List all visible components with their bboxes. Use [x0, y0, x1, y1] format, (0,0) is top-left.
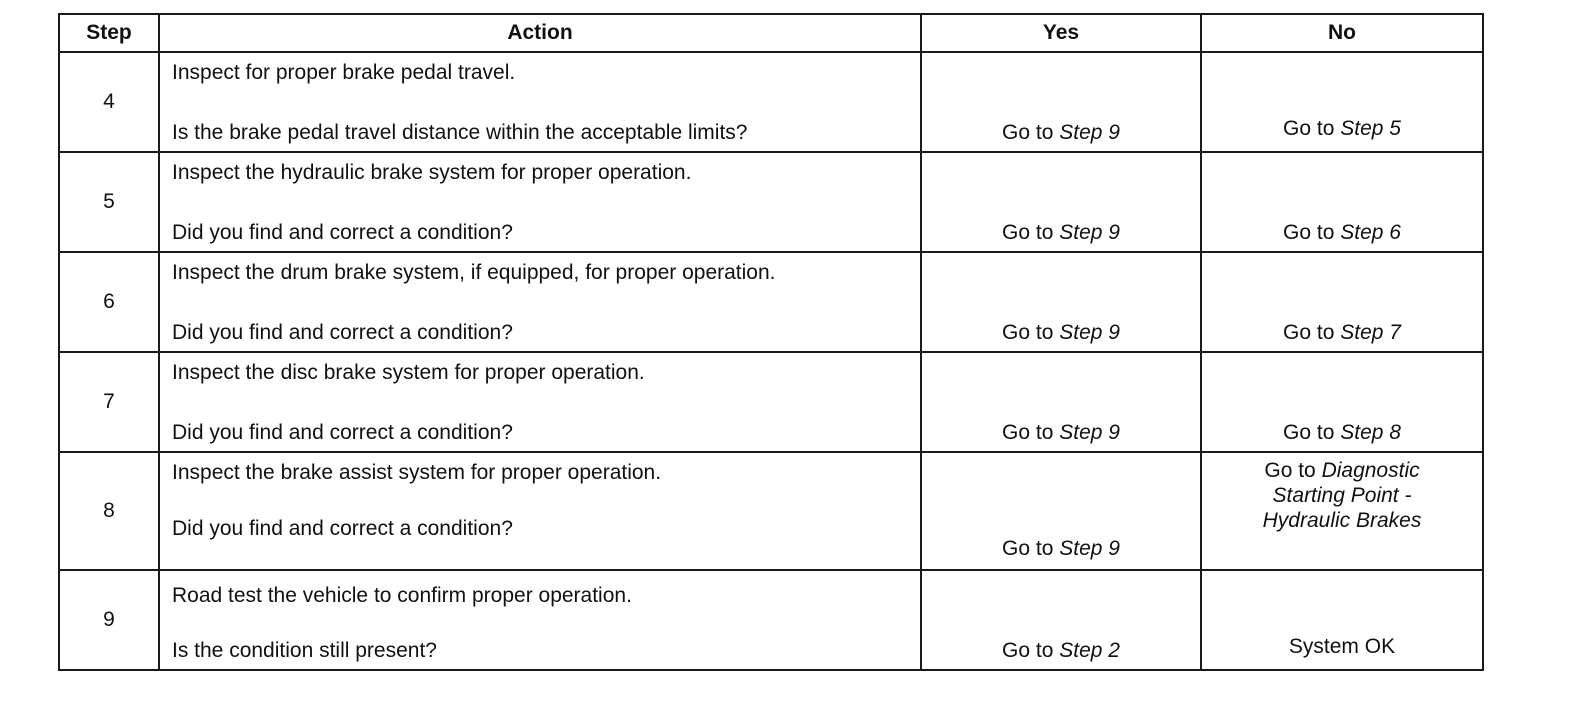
- table-row: [59, 252, 1483, 352]
- no-cell: [1201, 52, 1483, 152]
- no-target-link[interactable]: Diagnostic: [1321, 459, 1420, 482]
- no-cell: [1201, 570, 1483, 670]
- yes-prefix: Go to: [1002, 221, 1060, 244]
- yes-result: [922, 222, 1200, 243]
- action-cell: [159, 152, 921, 252]
- step-number: 4: [59, 52, 159, 152]
- no-cell: [1201, 152, 1483, 252]
- yes-cell: [921, 352, 1201, 452]
- yes-cell: [921, 152, 1201, 252]
- step-number: 7: [59, 352, 159, 452]
- table-row: [59, 570, 1483, 670]
- action-question: Did you find and correct a condition?: [172, 421, 513, 444]
- action-cell: [159, 252, 921, 352]
- step-number: 9: [59, 570, 159, 670]
- yes-target-link[interactable]: Step 9: [1059, 321, 1120, 344]
- yes-target-link[interactable]: Step 9: [1059, 537, 1120, 560]
- no-cell: [1201, 352, 1483, 452]
- no-prefix: Go to: [1264, 459, 1322, 482]
- yes-target-link[interactable]: Step 9: [1059, 421, 1120, 444]
- action-instruction: Inspect the disc brake system for proper operation.: [172, 361, 645, 384]
- yes-prefix: Go to: [1002, 421, 1060, 444]
- action-instruction: Inspect the brake assist system for proper operation.: [172, 461, 662, 484]
- no-target-link[interactable]: Step 8: [1340, 421, 1401, 444]
- header-action: Action: [159, 14, 921, 52]
- action-question: Is the brake pedal travel distance within the acceptable limits?: [172, 121, 748, 144]
- table-row: [59, 452, 1483, 570]
- yes-target-link[interactable]: Step 9: [1059, 221, 1120, 244]
- no-cell: [1201, 452, 1483, 570]
- action-cell: [159, 570, 921, 670]
- no-target-link-line2[interactable]: Starting Point -: [1272, 484, 1412, 508]
- no-cell: [1201, 252, 1483, 352]
- header-no: No: [1201, 14, 1483, 52]
- yes-cell: [921, 252, 1201, 352]
- no-prefix: Go to: [1283, 221, 1341, 244]
- table-row: [59, 152, 1483, 252]
- table-header-row: [59, 14, 1483, 52]
- no-target-link[interactable]: Step 5: [1340, 117, 1401, 140]
- yes-target-link[interactable]: Step 9: [1059, 121, 1120, 144]
- action-instruction: Inspect the hydraulic brake system for proper operation.: [172, 161, 692, 184]
- no-result-line1: [1202, 458, 1482, 483]
- no-prefix: Go to: [1283, 117, 1341, 140]
- no-result: [1202, 118, 1482, 139]
- action-question: Did you find and correct a condition?: [172, 221, 513, 244]
- no-prefix: Go to: [1283, 421, 1341, 444]
- yes-target-link[interactable]: Step 2: [1059, 639, 1120, 662]
- no-result: [1202, 453, 1482, 534]
- no-target-link[interactable]: Step 6: [1340, 221, 1401, 244]
- action-cell: [159, 52, 921, 152]
- table-row: [59, 352, 1483, 452]
- yes-cell: [921, 52, 1201, 152]
- yes-result: [922, 322, 1200, 343]
- yes-prefix: Go to: [1002, 537, 1060, 560]
- step-number: 5: [59, 152, 159, 252]
- action-question: Did you find and correct a condition?: [172, 517, 513, 540]
- no-result: [1202, 422, 1482, 443]
- step-number: 8: [59, 452, 159, 570]
- yes-result: [922, 640, 1200, 661]
- yes-prefix: Go to: [1002, 321, 1060, 344]
- no-result: System OK: [1288, 635, 1396, 658]
- no-prefix: Go to: [1283, 321, 1341, 344]
- no-result: [1202, 322, 1482, 343]
- table-row: [59, 52, 1483, 152]
- yes-result: [922, 422, 1200, 443]
- step-number: 6: [59, 252, 159, 352]
- action-instruction: Road test the vehicle to confirm proper operation.: [172, 584, 632, 607]
- no-target-link-line3[interactable]: Hydraulic Brakes: [1262, 509, 1422, 533]
- diagnostic-table: [58, 13, 1484, 671]
- yes-prefix: Go to: [1002, 639, 1060, 662]
- action-instruction: Inspect for proper brake pedal travel.: [172, 61, 516, 84]
- yes-result: [922, 122, 1200, 143]
- yes-result: [922, 538, 1200, 559]
- action-question: Is the condition still present?: [172, 639, 437, 662]
- yes-prefix: Go to: [1002, 121, 1060, 144]
- yes-cell: [921, 570, 1201, 670]
- action-question: Did you find and correct a condition?: [172, 321, 513, 344]
- action-cell: [159, 352, 921, 452]
- no-target-link[interactable]: Step 7: [1340, 321, 1401, 344]
- header-yes: Yes: [921, 14, 1201, 52]
- action-cell: [159, 452, 921, 570]
- action-instruction: Inspect the drum brake system, if equipped, for proper operation.: [172, 261, 776, 284]
- yes-cell: [921, 452, 1201, 570]
- no-result: [1202, 222, 1482, 243]
- header-step: Step: [59, 14, 159, 52]
